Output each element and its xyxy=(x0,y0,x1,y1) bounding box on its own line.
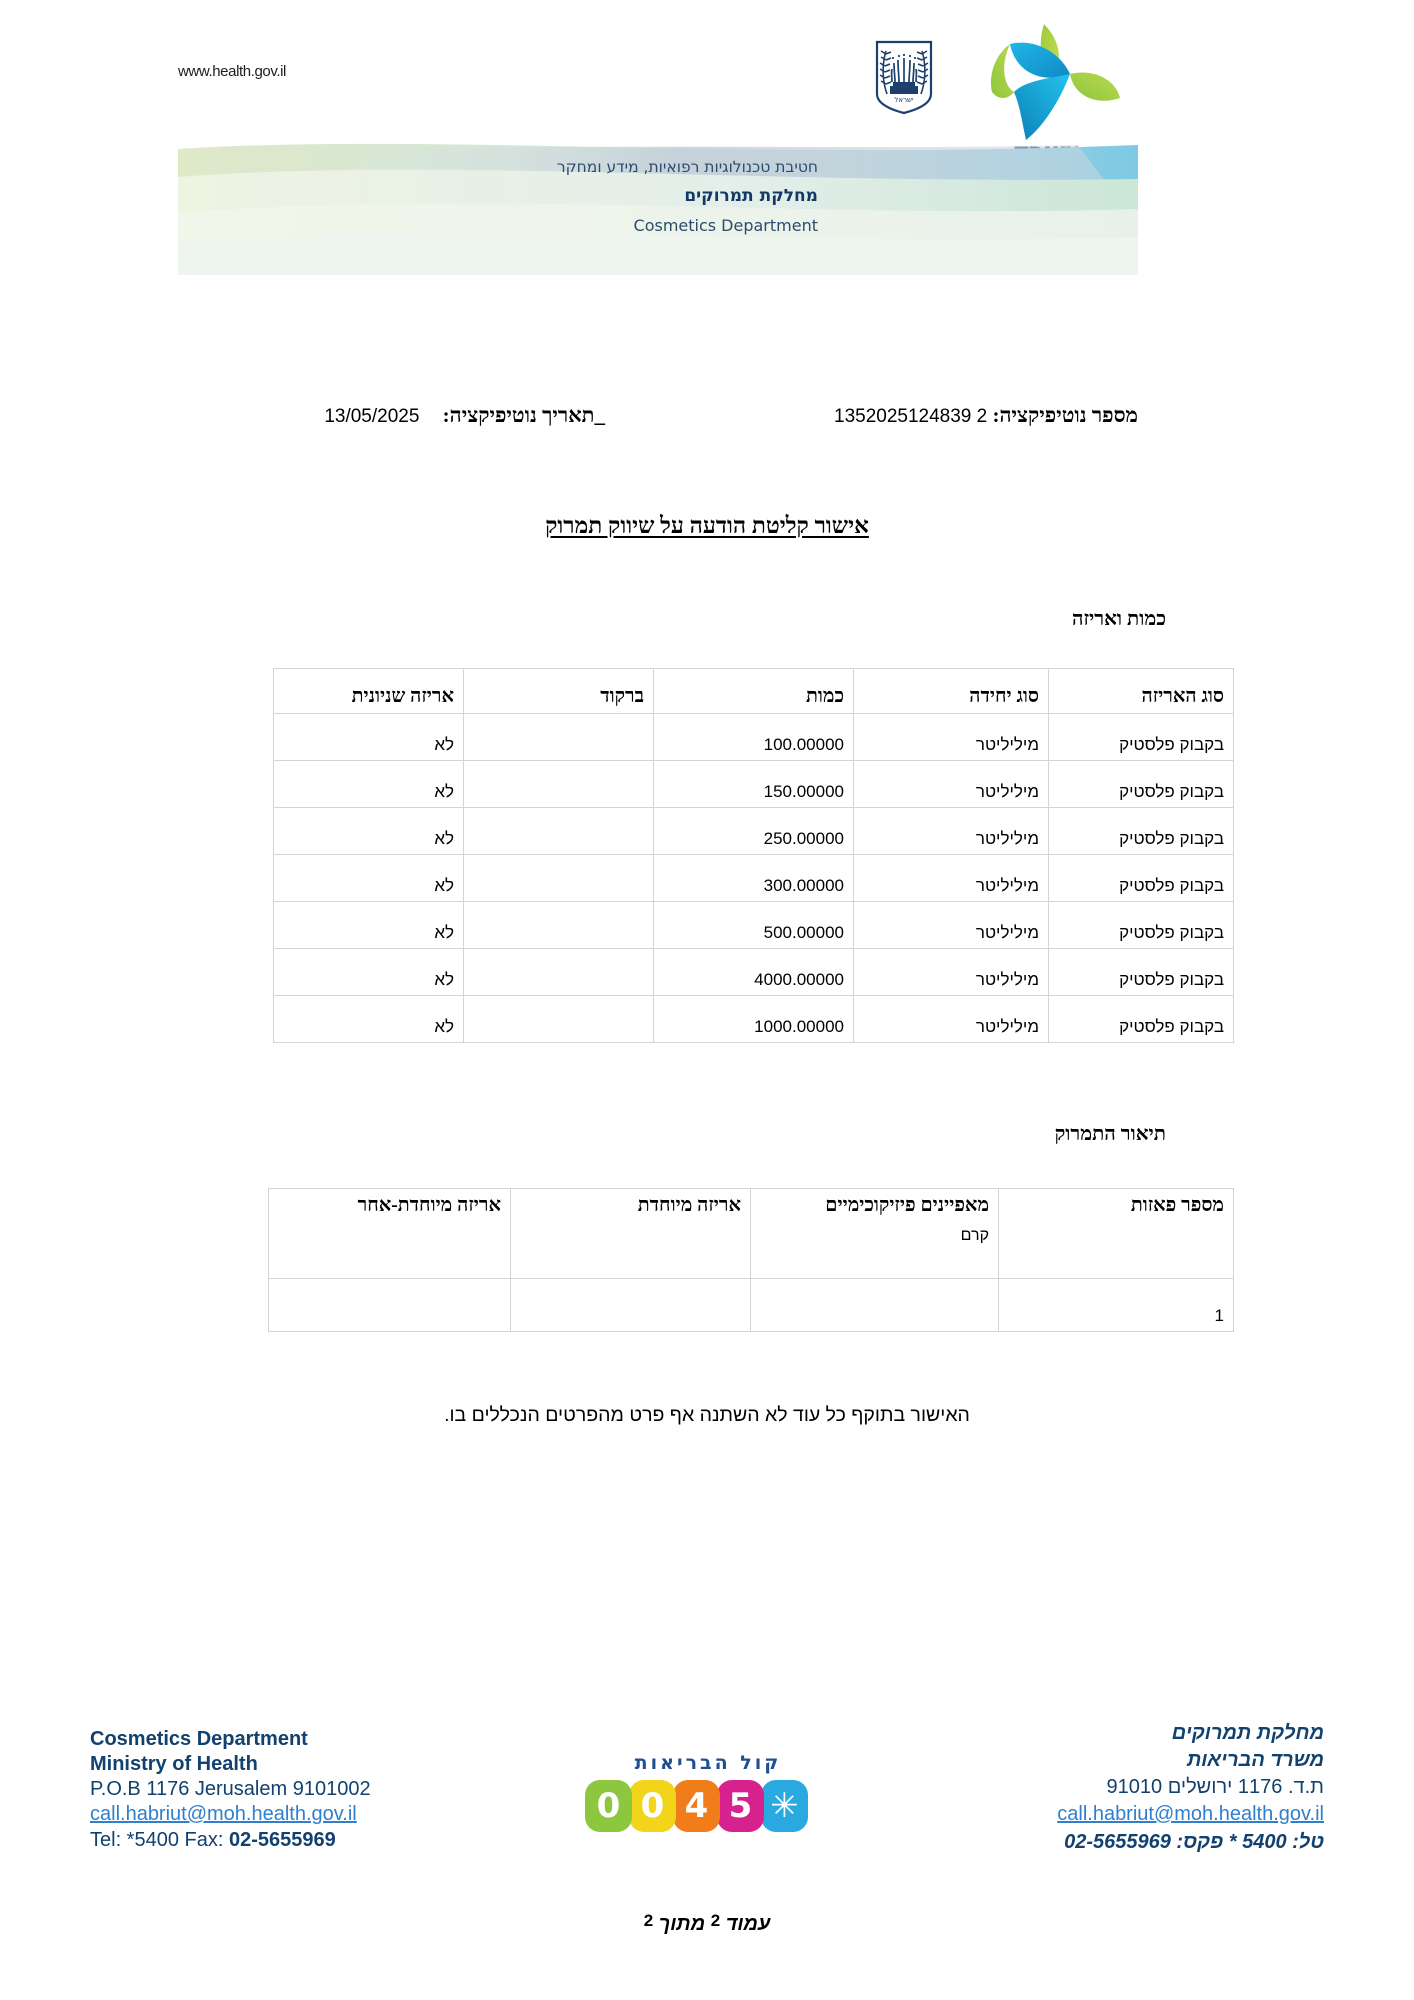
section-heading-quantity: כמות ואריזה xyxy=(1071,608,1166,630)
cell-quantity: 4000.00000 xyxy=(654,949,854,996)
cell-package-type: בקבוק פלסטיק xyxy=(1049,902,1234,949)
col-physicochemical xyxy=(751,1189,999,1279)
hotline-number-beads xyxy=(588,1780,808,1832)
col-quantity: כמות xyxy=(654,669,854,714)
table-header-row xyxy=(269,1189,1234,1279)
footer-en-ministry: Ministry of Health xyxy=(90,1753,258,1775)
notification-date xyxy=(324,403,605,428)
cell-quantity: 300.00000 xyxy=(654,855,854,902)
table-row xyxy=(274,855,1234,902)
cell-quantity: 500.00000 xyxy=(654,902,854,949)
col-physicochemical-label: מאפיינים פיזיקוכימיים xyxy=(825,1195,989,1216)
cell-package-type: בקבוק פלסטיק xyxy=(1049,855,1234,902)
notification-number-label: מספר נוטיפיקציה: xyxy=(992,403,1138,427)
col-special-packaging-other: אריזה מיוחדת-אחר xyxy=(269,1189,511,1279)
banner-line-3: Cosmetics Department xyxy=(633,216,818,235)
page-title: אישור קליטת הודעה על שיווק תמרוק xyxy=(545,513,869,538)
footer-en-fax-number: 02-5655969 xyxy=(228,1829,336,1851)
table-row xyxy=(274,761,1234,808)
col-secondary-pack: אריזה שניונית xyxy=(274,669,464,714)
cell-special-packaging-other xyxy=(269,1279,511,1332)
footer-en-department: Cosmetics Department xyxy=(90,1728,308,1750)
table-row xyxy=(274,902,1234,949)
cell-unit-type: מיליליטר xyxy=(854,714,1049,761)
banner-line-2: מחלקת תמרוקים xyxy=(684,186,818,206)
cell-secondary-pack: לא xyxy=(274,714,464,761)
page-number-total: 2 xyxy=(643,1911,654,1930)
footer-en-phone xyxy=(90,1828,371,1853)
cell-secondary-pack: לא xyxy=(274,949,464,996)
health-hotline-logo xyxy=(588,1752,828,1844)
cell-barcode xyxy=(464,808,654,855)
cell-phase-count: 1 xyxy=(999,1279,1234,1332)
cell-package-type: בקבוק פלסטיק xyxy=(1049,761,1234,808)
cell-package-type: בקבוק פלסטיק xyxy=(1049,949,1234,996)
cell-barcode xyxy=(464,714,654,761)
cell-package-type: בקבוק פלסטיק xyxy=(1049,808,1234,855)
cell-quantity: 150.00000 xyxy=(654,761,854,808)
hotline-bead-0b: 0 xyxy=(585,1780,632,1832)
cell-secondary-pack: לא xyxy=(274,855,464,902)
table-header-row xyxy=(274,669,1234,714)
header-banner xyxy=(178,143,1138,275)
validity-note: האישור בתוקף כל עוד לא השתנה אף פרט מהפרטים הנכללים בו. xyxy=(444,1404,970,1426)
cell-quantity: 100.00000 xyxy=(654,714,854,761)
footer-he-phone: טל: 5400 * פקס: 02-5655969 xyxy=(1064,1831,1324,1853)
col-phase-count: מספר פאזות xyxy=(999,1189,1234,1279)
notification-date-value: 13/05/2025 xyxy=(324,406,420,427)
cell-barcode xyxy=(464,949,654,996)
table-row xyxy=(274,714,1234,761)
footer-he-department: מחלקת תמרוקים xyxy=(1171,1722,1324,1744)
banner-text xyxy=(557,153,818,241)
notification-number xyxy=(834,403,1138,428)
notification-meta-row xyxy=(178,403,1138,437)
footer-en-phone-label: Tel: *5400 Fax xyxy=(90,1829,218,1851)
col-physicochemical-value: קרם xyxy=(960,1227,989,1244)
page-number-prefix: עמוד xyxy=(725,1913,771,1935)
cell-quantity: 250.00000 xyxy=(654,808,854,855)
quantity-packaging-table xyxy=(273,668,1234,1043)
hotline-bead-asterisk: ✳ xyxy=(761,1780,808,1832)
hotline-bead-0a: 0 xyxy=(629,1780,676,1832)
cell-barcode xyxy=(464,996,654,1043)
notification-number-value: 1352025124839 2 xyxy=(834,406,988,427)
cell-unit-type: מיליליטר xyxy=(854,761,1049,808)
cell-barcode xyxy=(464,855,654,902)
page-number xyxy=(0,1911,1414,1936)
page-number-middle: מתוך xyxy=(658,1913,706,1935)
footer-he-email-link[interactable]: call.habriut@moh.health.gov.il xyxy=(1057,1803,1324,1825)
cell-unit-type: מיליליטר xyxy=(854,808,1049,855)
hotline-bead-4: 4 xyxy=(673,1780,720,1832)
product-description-table xyxy=(268,1188,1234,1332)
col-special-packaging: אריזה מיוחדת xyxy=(511,1189,751,1279)
table-row xyxy=(269,1279,1234,1332)
hotline-bead-5: 5 xyxy=(717,1780,764,1832)
table-row xyxy=(274,949,1234,996)
svg-text:ישראל: ישראל xyxy=(894,96,914,104)
footer-english xyxy=(90,1727,371,1853)
notification-date-label: _תאריך נוטיפיקציה: xyxy=(442,403,605,427)
cell-special-packaging xyxy=(511,1279,751,1332)
col-unit-type: סוג יחידה xyxy=(854,669,1049,714)
state-of-israel-emblem-icon xyxy=(873,38,935,116)
banner-line-1: חטיבת טכנולוגיות רפואיות, מידע ומחקר xyxy=(556,158,818,176)
footer-he-ministry: משרד הבריאות xyxy=(1186,1749,1324,1771)
footer-en-email-link[interactable]: call.habriut@moh.health.gov.il xyxy=(90,1803,357,1825)
page-number-current: 2 xyxy=(710,1911,721,1930)
cell-secondary-pack: לא xyxy=(274,902,464,949)
cell-secondary-pack: לא xyxy=(274,808,464,855)
cell-barcode xyxy=(464,761,654,808)
col-package-type: סוג האריזה xyxy=(1049,669,1234,714)
cell-unit-type: מיליליטר xyxy=(854,855,1049,902)
footer-hebrew xyxy=(1057,1720,1324,1856)
cell-secondary-pack: לא xyxy=(274,761,464,808)
table-row xyxy=(274,996,1234,1043)
col-barcode: ברקוד xyxy=(464,669,654,714)
cell-unit-type: מיליליטר xyxy=(854,996,1049,1043)
footer-he-address: ת.ד. 1176 ירושלים 91010 xyxy=(1106,1776,1324,1798)
cell-secondary-pack: לא xyxy=(274,996,464,1043)
cell-unit-type: מיליליטר xyxy=(854,949,1049,996)
table-row xyxy=(274,808,1234,855)
cell-unit-type: מיליליטר xyxy=(854,902,1049,949)
cell-package-type: בקבוק פלסטיק xyxy=(1049,714,1234,761)
footer-en-address: P.O.B 1176 Jerusalem 9101002 xyxy=(90,1778,371,1800)
section-heading-description: תיאור התמרוק xyxy=(1054,1123,1166,1145)
cell-barcode xyxy=(464,902,654,949)
footer-en-phone-sep: : xyxy=(217,1829,229,1851)
cell-package-type: בקבוק פלסטיק xyxy=(1049,996,1234,1043)
site-url: www.health.gov.il xyxy=(178,63,286,80)
hotline-title: קול הבריאות xyxy=(634,1752,782,1774)
cell-quantity: 1000.00000 xyxy=(654,996,854,1043)
cell-physicochemical xyxy=(751,1279,999,1332)
